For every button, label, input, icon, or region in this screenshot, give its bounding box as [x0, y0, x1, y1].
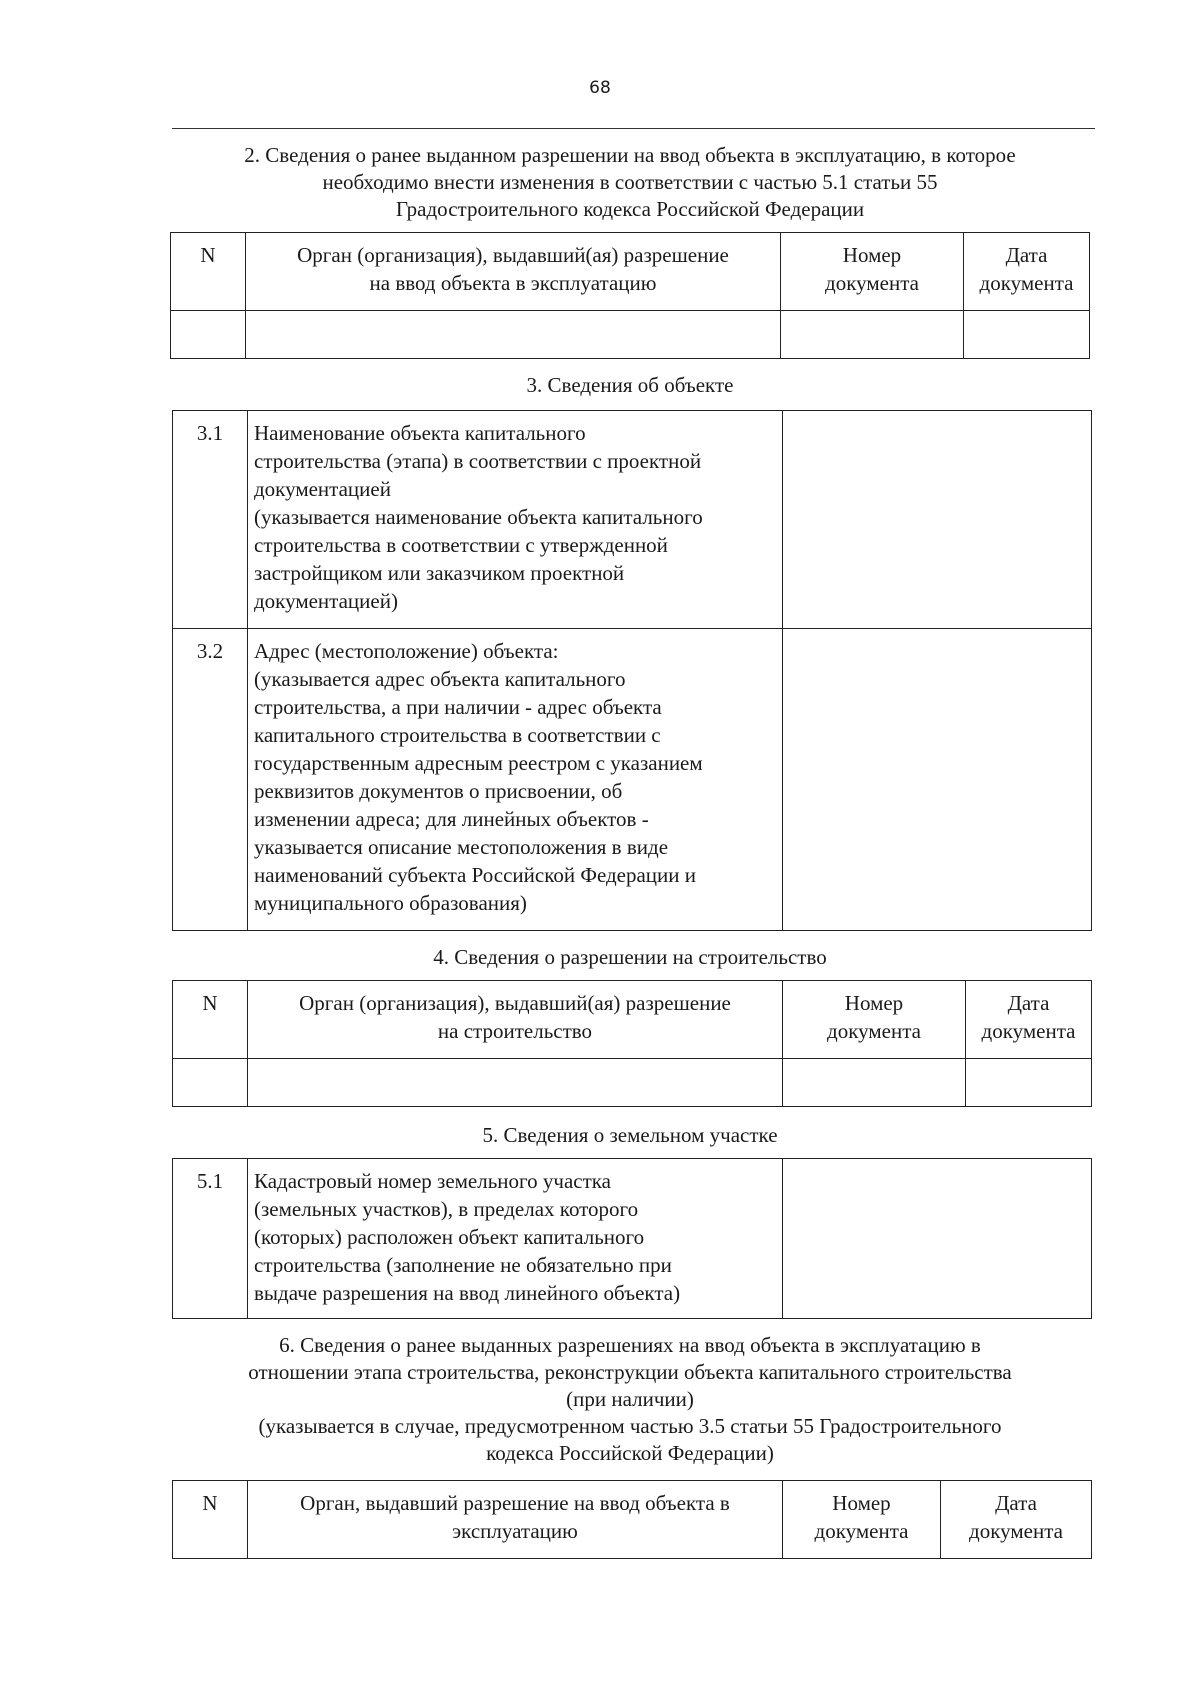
cell-date — [964, 311, 1090, 359]
column-header-n: N — [171, 233, 246, 311]
section-6-title: 6. Сведения о ранее выданных разрешениях на ввод объекта в эксплуатацию в отношении этапа строительства, реконструкции объекта капитального строительства (при наличии) (указывается в случае, предусмотренном частью 3.5 статьи 55 Градостроительного кодекса Российской Федерации) — [248, 1333, 1012, 1465]
section-2-table — [170, 232, 1090, 359]
column-header-date: Дата документа — [941, 1481, 1092, 1559]
row-number: 5.1 — [173, 1159, 248, 1319]
page-number: 68 — [589, 78, 611, 98]
section-3-title: 3. Сведения об объекте — [526, 373, 734, 397]
section-3-table — [172, 410, 1092, 931]
row-value — [783, 1159, 1092, 1319]
section-5-title: 5. Сведения о земельном участке — [482, 1123, 778, 1147]
cell-organ — [248, 1059, 783, 1107]
column-header-organ: Орган, выдавший разрешение на ввод объекта в эксплуатацию — [248, 1481, 783, 1559]
row-description: Кадастровый номер земельного участка (земельных участков), в пределах которого (которых) расположен объект капитального строительства (заполнение не обязательно при выдаче разрешения на ввод линейного объекта) — [248, 1159, 783, 1319]
row-description: Адрес (местоположение) объекта: (указывается адрес объекта капитального строительства, а при наличии - адрес объекта капитального строительства в соответствии с государственным адресным реестром с указанием реквизитов документов о присвоении, об изменении адреса; для линейных объектов - указывается описание местоположения в виде наименований субъекта Российской Федерации и муниципального образования) — [248, 629, 783, 931]
row-value — [783, 629, 1092, 931]
column-header-n: N — [173, 981, 248, 1059]
section-5-table — [172, 1158, 1092, 1319]
row-number: 3.2 — [173, 629, 248, 931]
cell-number — [783, 1059, 966, 1107]
column-header-number: Номер документа — [783, 981, 966, 1059]
cell-number — [781, 311, 964, 359]
column-header-number: Номер документа — [783, 1481, 941, 1559]
column-header-organ: Орган (организация), выдавший(ая) разрешение на ввод объекта в эксплуатацию — [246, 233, 781, 311]
header-rule — [172, 128, 1095, 129]
cell-n — [171, 311, 246, 359]
section-2-title: 2. Сведения о ранее выданном разрешении на ввод объекта в эксплуатацию, в которое необходимо внести изменения в соответствии с частью 5.1 статьи 55 Градостроительного кодекса Российской Федерации — [244, 143, 1016, 221]
section-4-title: 4. Сведения о разрешении на строительство — [433, 945, 827, 969]
row-description: Наименование объекта капитального строительства (этапа) в соответствии с проектной документацией (указывается наименование объекта капитального строительства в соответствии с утвержденной застройщиком или заказчиком проектной документацией) — [248, 411, 783, 629]
column-header-date: Дата документа — [966, 981, 1092, 1059]
cell-n — [173, 1059, 248, 1107]
row-value — [783, 411, 1092, 629]
section-4-table — [172, 980, 1092, 1107]
column-header-date: Дата документа — [964, 233, 1090, 311]
column-header-number: Номер документа — [781, 233, 964, 311]
column-header-n: N — [173, 1481, 248, 1559]
section-6-table — [172, 1480, 1092, 1559]
cell-organ — [246, 311, 781, 359]
cell-date — [966, 1059, 1092, 1107]
row-number: 3.1 — [173, 411, 248, 629]
column-header-organ: Орган (организация), выдавший(ая) разрешение на строительство — [248, 981, 783, 1059]
